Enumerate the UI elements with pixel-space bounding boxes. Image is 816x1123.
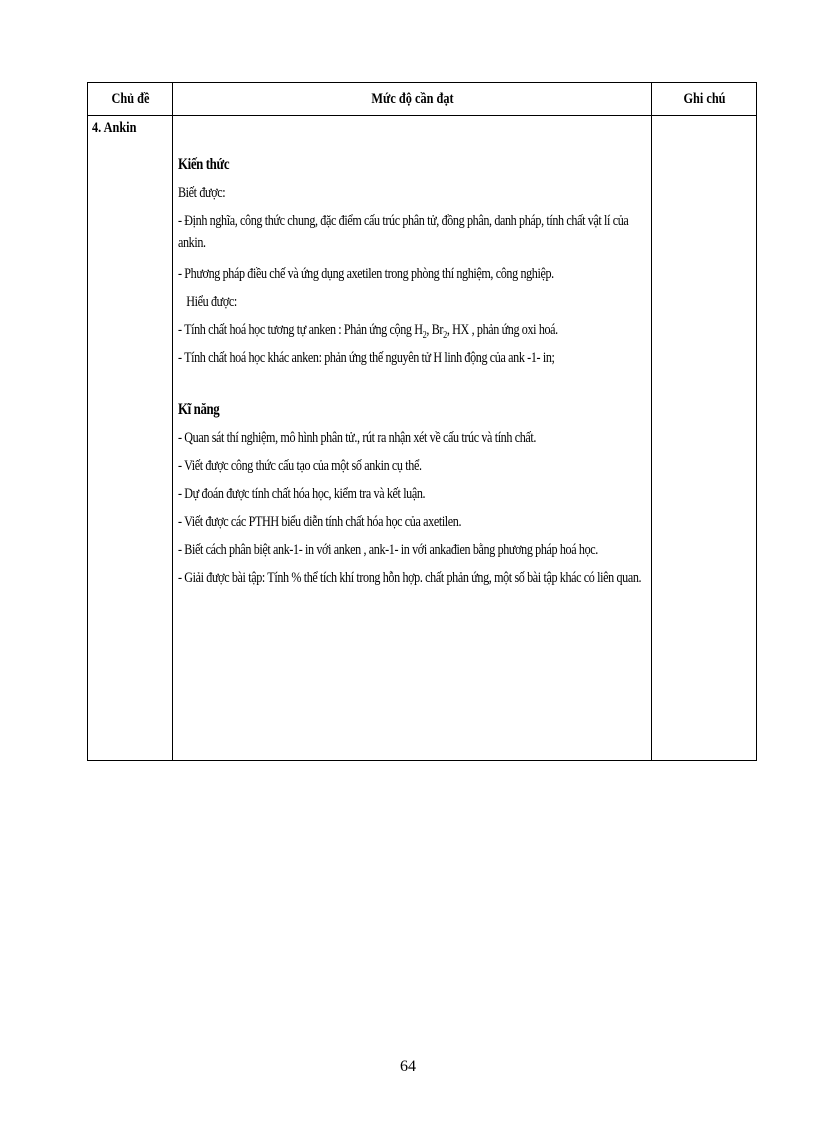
understands-item: - Tính chất hoá học khác anken: phản ứng thế nguyên tử H linh động của ank -1- in; <box>177 350 555 366</box>
header-level: Mức độ cần đạt <box>216 83 609 116</box>
level-cell <box>173 116 652 761</box>
header-topic: Chủ đề <box>95 83 165 116</box>
skills-item: - Dự đoán được tính chất hóa học, kiểm tra và kết luận. <box>177 486 426 502</box>
page-number: 64 <box>400 1058 416 1075</box>
topic-cell <box>88 116 173 761</box>
level-content <box>173 116 656 589</box>
skills-heading: Kĩ năng <box>177 401 220 418</box>
note-cell <box>652 116 757 761</box>
table-row <box>88 116 757 761</box>
skills-item: - Giải được bài tập: Tính % thể tích khí trong hỗn hợp. chất phản ứng, một số bài tập khác có liên quan. <box>177 570 642 586</box>
skills-item: - Biết cách phân biệt ank-1- in với anken , ank-1- in với ankađien bằng phương pháp hoá học. <box>177 542 598 558</box>
knows-item: - Phương pháp điều chế và ứng dụng axetilen trong phòng thí nghiệm, công nghiệp. <box>177 266 554 282</box>
table-header-row <box>88 83 757 116</box>
skills-item: - Quan sát thí nghiệm, mô hình phân tử., rút ra nhận xét về cấu trúc và tính chất. <box>177 430 537 446</box>
skills-item: - Viết được các PTHH biểu diễn tính chất hóa học của axetilen. <box>177 514 462 530</box>
skills-item: - Viết được công thức cấu tạo của một số ankin cụ thể. <box>177 458 422 474</box>
understands-label: Hiểu được: <box>186 294 237 310</box>
knowledge-heading: Kiến thức <box>177 156 230 173</box>
understands-item: - Tính chất hoá học tương tự anken : Phản ứng cộng $H_2$, $Br_2$, HX , phản ứng oxi hoá. <box>177 322 558 341</box>
knows-label: Biết được: <box>177 185 226 201</box>
topic-label: 4. Ankin <box>92 120 137 136</box>
knows-item: - Định nghĩa, công thức chung, đặc điểm cấu trúc phân tử, đồng phân, danh pháp, tính chất vật lí của ankin. <box>177 213 629 251</box>
curriculum-table <box>87 82 757 761</box>
header-note: Ghi chú <box>661 83 747 116</box>
